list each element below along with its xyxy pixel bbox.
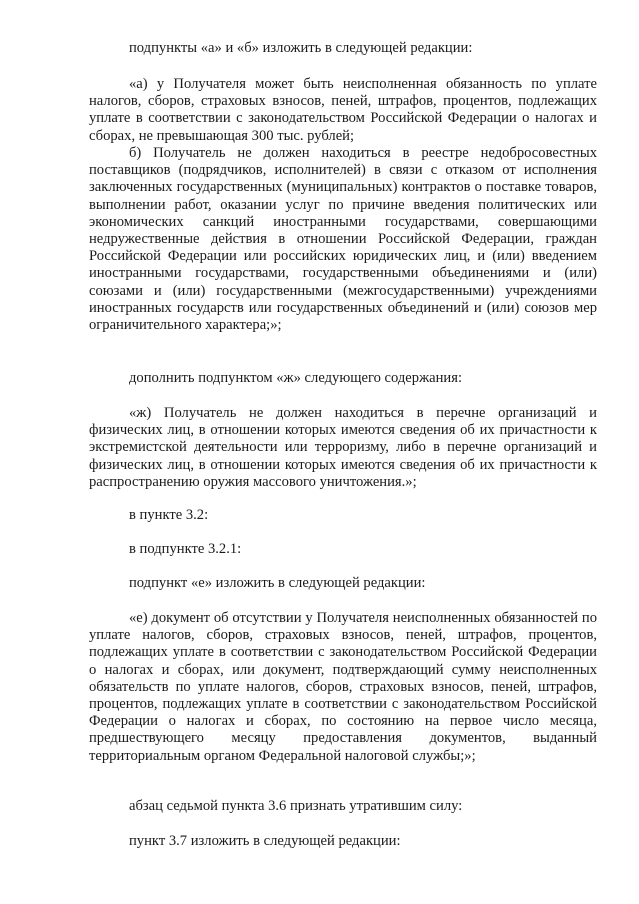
subparagraph-e: «е) документ об отсутствии у Получателя неисполненных обязанностей по уплате налогов, сборов, страховых взносов, пеней, штрафов, процентов, подлежащих уплате в соответствии с законодательством Российской Федерации о налогах и сборах, или документ, подтверждающий сумму неисполненных обязательств по уплате налогов, сборов, страховых взносов, пеней, штрафов, процентов, подлежащих уплате в соответствии с законодательством Российской Федерации о налогах и сборах, по состоянию на первое число месяца, предшествующего месяцу предоставления документов, выданный территориальным органом Федеральной налоговой службы;»;: [89, 610, 597, 764]
instruction-paragraph-6: абзац седьмой пункта 3.6 признать утратившим силу:: [129, 798, 463, 814]
instruction-paragraph-5: подпункт «е» изложить в следующей редакции:: [129, 575, 426, 591]
instruction-paragraph-7: пункт 3.7 изложить в следующей редакции:: [129, 833, 401, 849]
subparagraph-a: «а) у Получателя может быть неисполненная обязанность по уплате налогов, сборов, страховых взносов, пеней, штрафов, процентов, подлежащих уплате в соответствии с законодательством Российской Федерации о налогах и сборах, не превышающая 300 тыс. рублей;: [89, 76, 597, 144]
instruction-paragraph-4: в подпункте 3.2.1:: [129, 541, 242, 557]
instruction-paragraph-3: в пункте 3.2:: [129, 507, 209, 523]
instruction-paragraph-1: подпункты «а» и «б» изложить в следующей редакции:: [129, 40, 473, 56]
subparagraph-zh: «ж) Получатель не должен находиться в перечне организаций и физических лиц, в отношении которых имеются сведения об их причастности к экстремистской деятельности или терроризму, либо в перечне организаций и физических лиц, в отношении которых имеются сведения об их причастности к распространению оружия массового уничтожения.»;: [89, 405, 597, 490]
instruction-paragraph-2: дополнить подпунктом «ж» следующего содержания:: [129, 370, 463, 386]
subparagraph-b: б) Получатель не должен находиться в реестре недобросовестных поставщиков (подрядчиков, исполнителей) в связи с отказом от исполнения заключенных государственных (муниципальных) контрактов о поставке товаров, выполнении работ, оказании услуг по причине введения политических или экономических санкций иностранными государствами, совершающими недружественные действия в отношении Российской Федерации, граждан Российской Федерации или российских юридических лиц, и (или) введением иностранными государствами, государственными объединениями и (или) союзами и (или) государственными (межгосударственными) учреждениями иностранных государств или государственных объединений и (или) союзов мер ограничительного характера;»;: [89, 145, 597, 334]
